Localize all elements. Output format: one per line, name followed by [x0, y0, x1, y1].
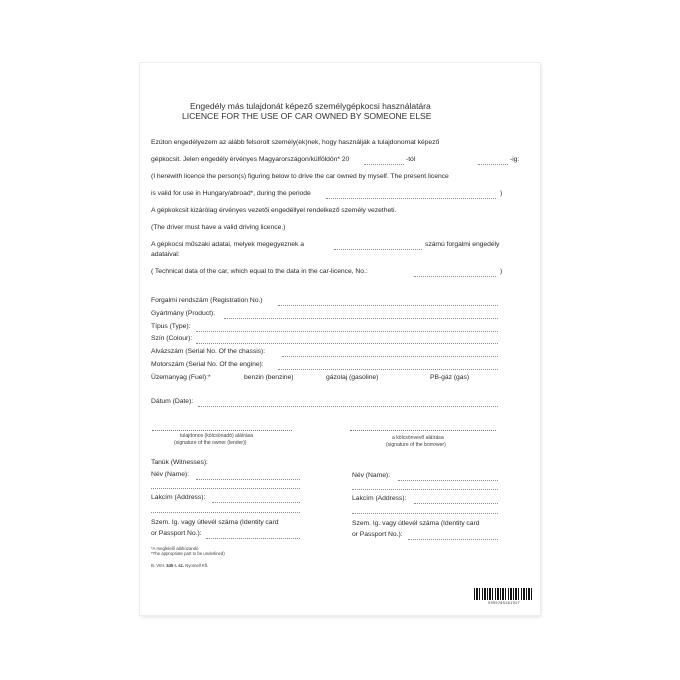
technical-data-text-hu: A gépkocsi műszaki adatai, melyek megegyeznek a: [151, 241, 304, 248]
imprint: B. VIIII. 345 r. sz. Nyomell Kft.: [151, 563, 209, 568]
chassis-number-field[interactable]: [282, 356, 498, 357]
witness-1-name-field-line-2[interactable]: [151, 488, 300, 489]
fuel-option-gasoline[interactable]: gázolaj (gasoline): [326, 374, 379, 381]
car-licence-number-field-hu[interactable]: [334, 249, 422, 250]
barcode: [474, 588, 534, 600]
witness-1-address-field[interactable]: [212, 502, 300, 503]
witness-2-name-label: Név (Name):: [352, 472, 390, 479]
witness-2-id-field[interactable]: [408, 539, 498, 540]
registration-field[interactable]: [278, 305, 498, 306]
witness-1-address-label: Lakcím (Address):: [151, 494, 206, 501]
witness-2-address-field-line-2[interactable]: [352, 513, 498, 514]
licence-text-line-1: (I herewith licence the person(s) figuring below to drive the car owned by myself. The present licence: [151, 173, 449, 180]
witness-1-name-field[interactable]: [196, 479, 300, 480]
fuel-option-benzine[interactable]: benzin (benzine): [244, 374, 294, 381]
product-field[interactable]: [224, 318, 498, 319]
borrower-signature-field[interactable]: [350, 430, 496, 431]
form-sheet: [140, 63, 540, 615]
witness-1-id-label-line-2: or Passport No.):: [151, 530, 202, 537]
permission-text-line-1: Ezúton engedélyezem az alább felsorolt személy(ek)nek, hogy használják a tulajdonomat képező: [151, 139, 440, 146]
title-english: LICENCE FOR THE USE OF CAR OWNED BY SOMEONE ELSE: [182, 111, 432, 121]
technical-data-text-en: ( Technical data of the car, which equal to the data in the car-licence, No.:: [151, 268, 368, 275]
title-hungarian: Engedély más tulajdonát képező személygépkocsi használatára: [190, 101, 431, 111]
colour-field[interactable]: [196, 343, 498, 344]
technical-data-text-hu-line-2: adataival:: [151, 251, 180, 258]
field-label-type: Típus (Type):: [151, 323, 191, 330]
field-label-colour: Szín (Colour):: [151, 335, 193, 342]
type-field[interactable]: [196, 331, 498, 332]
driver-requirement-en: (The driver must have a valid driving licence.): [151, 224, 286, 231]
witnesses-heading: Tanúk (Witnesses):: [151, 459, 208, 466]
valid-until-suffix: -ig:: [510, 156, 520, 163]
car-licence-number-suffix: számú forgalmi engedély: [425, 241, 500, 248]
validity-period-field[interactable]: [326, 198, 496, 199]
witness-2-id-label-line-2: or Passport No.):: [352, 531, 403, 538]
witness-2-name-field[interactable]: [398, 480, 498, 481]
field-label-chassis: Alvázszám (Serial No. Of the chassis):: [151, 348, 266, 355]
field-label-product: Gyártmány (Product):: [151, 310, 215, 317]
valid-from-suffix: -tól: [406, 156, 416, 163]
field-label-registration: Forgalmi rendszám (Registration No.): [151, 297, 263, 304]
witness-2-id-label: Szem. Ig. vagy útlevél száma (Identity card: [352, 520, 480, 527]
footnote-hu: *A megfelelő aláhúzandó: [151, 546, 199, 551]
borrower-signature-label-en: (signature of the borrower): [386, 442, 446, 448]
borrower-signature-label-hu: a kölcsönvevő aláírása: [392, 435, 444, 441]
fuel-label: Üzemanyag (Fuel):*: [151, 374, 211, 381]
engine-number-field[interactable]: [278, 369, 498, 370]
barcode-number: 5999705261927: [487, 601, 521, 605]
witness-2-name-field-line-2[interactable]: [352, 489, 498, 490]
date-label: Dátum (Date):: [151, 398, 194, 405]
valid-from-field[interactable]: [364, 164, 404, 165]
fuel-option-gas[interactable]: PB-gáz (gas): [430, 374, 470, 381]
witness-2-address-label: Lakcím (Address):: [352, 495, 407, 502]
owner-signature-label-hu: tulajdonos (kölcsönadó) aláírása: [180, 433, 254, 439]
witness-2-address-field[interactable]: [414, 503, 498, 504]
owner-signature-field[interactable]: [152, 430, 292, 431]
valid-until-field[interactable]: [478, 164, 508, 165]
footnote-en: *The appropriate part to be underlined): [151, 551, 225, 556]
licence-text-line-2: is valid for use in Hungary/abroad*, during the periode: [151, 190, 311, 197]
owner-signature-label-en: (signature of the owner (lender)): [174, 440, 247, 446]
witness-1-address-field-line-2[interactable]: [151, 512, 300, 513]
witness-1-name-label: Név (Name):: [151, 471, 189, 478]
field-label-engine: Motorszám (Serial No. Of the engine):: [151, 361, 264, 368]
date-field[interactable]: [198, 406, 498, 407]
driver-requirement-hu: A gépkokcsit kizárólag érvényes vezetői engedéllyel rendelkező személy vezetheti.: [151, 207, 397, 214]
witness-1-id-label: Szem. Ig. vagy útlevél száma (Identity card: [151, 519, 279, 526]
closing-parenthesis: ): [500, 190, 503, 197]
witness-1-id-field[interactable]: [206, 538, 300, 539]
permission-text-line-2: gépkocsit. Jelen engedély érvényes Magyarországon/külföldön* 20: [151, 156, 350, 163]
car-licence-number-field-en[interactable]: [414, 276, 496, 277]
closing-parenthesis-2: ): [500, 268, 503, 275]
